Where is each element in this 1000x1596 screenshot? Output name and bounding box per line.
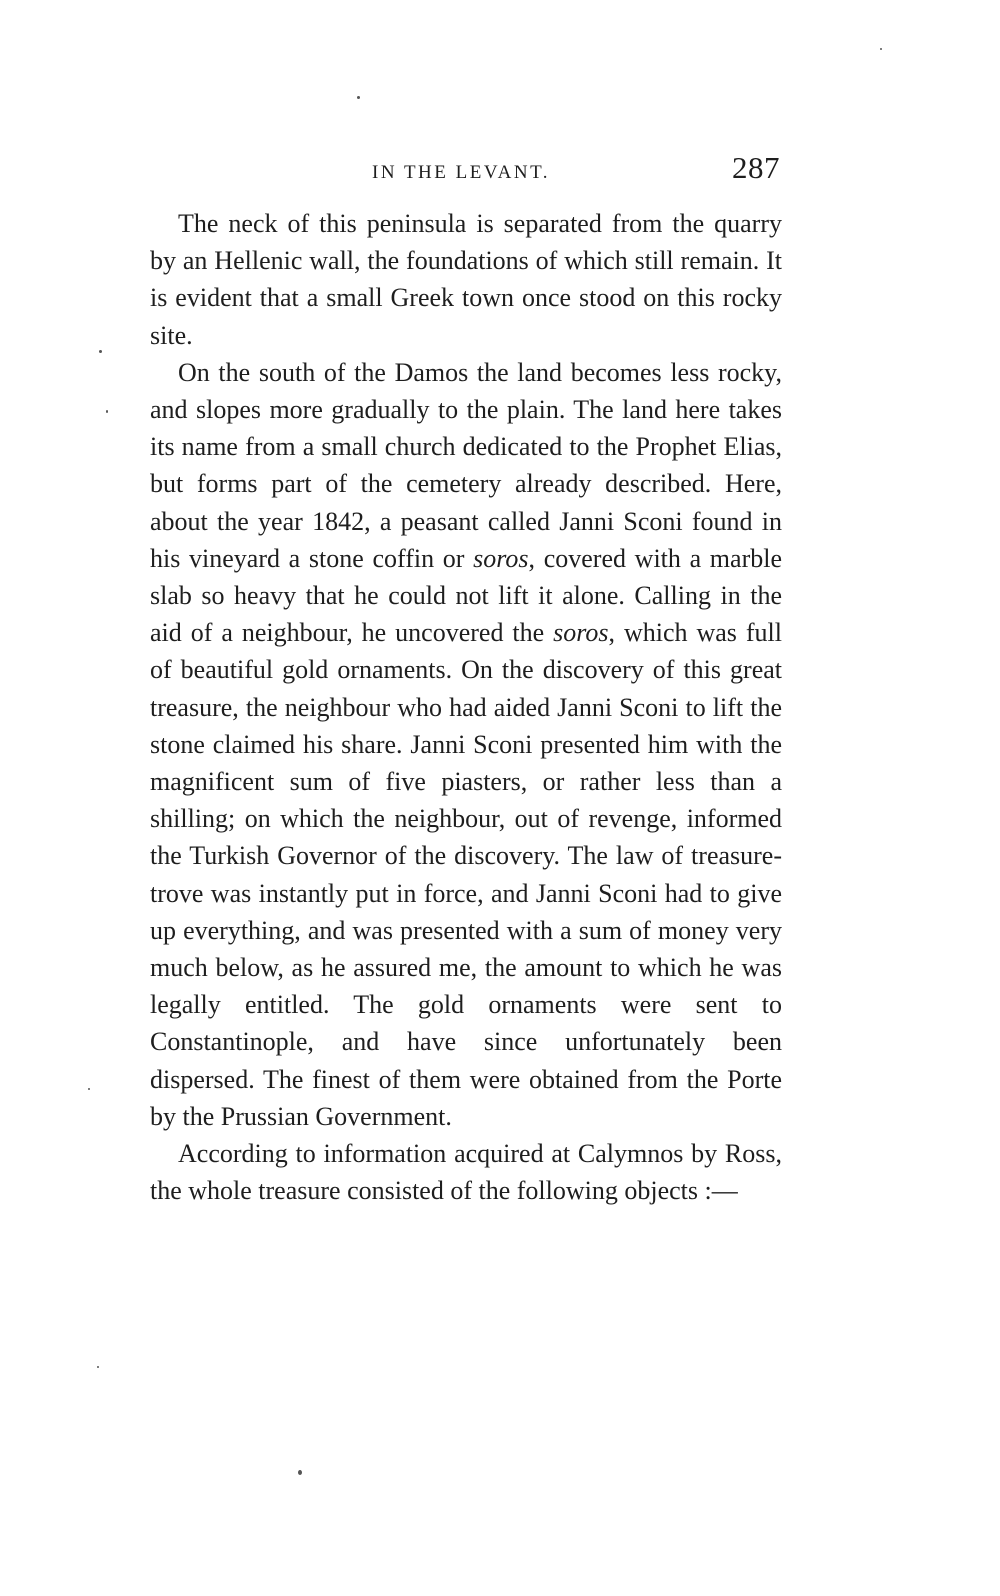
scan-speck — [357, 96, 360, 99]
paragraph-3 — [150, 1135, 782, 1209]
paragraph-3-text: According to information acquired at Calymnos by Ross, the whole treasure consisted of the following objects :— — [150, 1139, 782, 1206]
running-title: IN THE LEVANT. — [372, 162, 551, 183]
scan-speck — [106, 410, 108, 413]
running-head — [150, 150, 782, 190]
paragraph-1-text: The neck of this peninsula is separated from the quarry by an Hellenic wall, the foundations of which still remain. It is evident that a small Greek town once stood on this rocky site. — [150, 209, 782, 350]
scan-speck — [99, 350, 102, 353]
italic-term-soros: soros — [473, 543, 529, 573]
paragraph-1 — [150, 205, 782, 354]
scan-speck — [298, 1470, 302, 1475]
scan-speck — [880, 48, 882, 50]
paragraph-2-text-part-1: On the south of the Damos the land becomes less rocky, and slopes more gradually to the plain. The land here takes its name from a small church dedicated to the Prophet Elias, but forms part of the cemetery already described. Here, about the year 1842, a peasant called Janni Sconi found in his vineyard a stone coffin or — [150, 357, 782, 573]
paragraph-2-text-part-3: , which was full of beautiful gold ornaments. On the discovery of this great treasure, the neighbour who had aided Janni Sconi to lift the stone claimed his share. Janni Sconi presented him with the magnificent sum of five piasters, or rather less than a shilling; on which the neighbour, out of revenge, informed the Turkish Governor of the discovery. The law of treasure-trove was instantly put in force, and Janni Sconi had to give up everything, and was presented with a sum of money very much below, as he assured me, the amount to which he was legally entitled. The gold ornaments were sent to Constantinople, and have since unfortunately been dispersed. The finest of them were obtained from the Porte by the Prussian Government. — [150, 618, 782, 1131]
page-number: 287 — [732, 150, 780, 185]
paragraph-2-text-part-2: , covered with a marble slab so heavy that he could not lift it alone. Calling in the aid of a neighbour, he uncovered the — [150, 543, 782, 648]
paragraph-2 — [150, 354, 782, 1135]
scan-speck — [88, 1088, 90, 1090]
body-text — [150, 205, 782, 1209]
scan-speck — [97, 1366, 99, 1368]
italic-term-soros: soros — [553, 618, 609, 648]
